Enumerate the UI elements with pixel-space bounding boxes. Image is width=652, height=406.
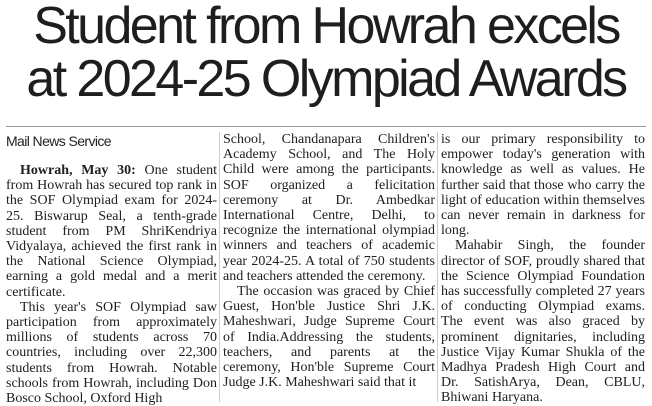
- headline-line-1: Student from Howrah excels: [33, 0, 619, 55]
- headline-rule: [6, 126, 646, 127]
- paragraph-4: Mahabir Singh, the founder director of SOF, proudly shared that the Science Olympiad Foundation has successfully completed 27 years of conducting Olympiad exams. The event was also graced by prominent dignitaries, including Justice Vijay Kumar Shukla of the Madhya Pradesh High Court and Dr. SatishArya, Dean, CBLU, Bhiwani Haryana.: [441, 238, 645, 406]
- column-divider: [219, 132, 220, 402]
- headline: [0, 0, 652, 106]
- dateline: Howrah, May 30:: [20, 163, 136, 178]
- byline: Mail News Service: [6, 133, 111, 149]
- paragraph-1-text: One student from Howrah has secured top rank in the SOF Olympiad exam for 2024-25. Biswarup Seal, a tenth-grade student from PM ShriKendriya Vidyalaya, achieved the first rank in the National Science Olympiad, earning a gold medal and a merit certificate.: [6, 163, 217, 300]
- paragraph-3-continued: is our primary responsibility to empower today's generation with knowledge as well as values. He further said that those who carry the light of education within themselves can never remain in darkness for long.: [441, 132, 645, 239]
- paragraph-1: [6, 163, 217, 300]
- article-column-2: [223, 132, 435, 390]
- article-column-3: [441, 132, 645, 406]
- column-divider: [437, 132, 438, 402]
- paragraph-3: The occasion was graced by Chief Guest, Hon'ble Justice Shri J.K. Maheshwari, Judge Supreme Court of India.Addressing the students, teachers, and parents at the ceremony, Hon'ble Supreme Court Judge J.K. Maheshwari said that it: [223, 284, 435, 391]
- article-column-1: [6, 163, 217, 406]
- headline-line-2: at 2024-25 Olympiad Awards: [26, 50, 626, 108]
- paragraph-2: This year's SOF Olympiad saw participation from approximately millions of students across 70 countries, including over 22,300 students from Howrah. Notable schools from Howrah, including Don Bosco School, Oxford High: [6, 299, 217, 406]
- paragraph-2-continued: School, Chandanapara Children's Academy School, and The Holy Child were among the participants. SOF organized a felicitation ceremony at Dr. Ambedkar International Centre, Delhi, to recognize the international olympiad winners and teachers of academic year 2024-25. A total of 750 students and teachers attended the ceremony.: [223, 132, 435, 284]
